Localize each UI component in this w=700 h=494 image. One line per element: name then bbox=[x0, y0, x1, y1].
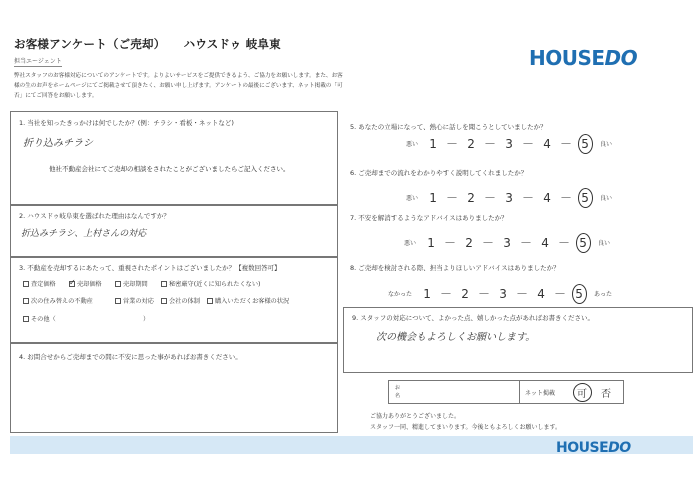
survey-title bbox=[14, 36, 281, 52]
rating-1[interactable]: 1 bbox=[423, 286, 431, 301]
option-label: 営業の対応 bbox=[123, 298, 154, 305]
question-6-number: 6. bbox=[350, 169, 357, 177]
rating-3[interactable]: 3 bbox=[503, 235, 511, 250]
question-3-text: 不動産を売却するにあたって、重視されたポイントはございましたか？【複数回答可】 bbox=[27, 264, 281, 272]
option-confidentiality[interactable] bbox=[161, 279, 260, 288]
rating-2[interactable]: 2 bbox=[467, 136, 475, 151]
scale-right-label: 良い bbox=[600, 141, 613, 148]
scale-right-label: 良い bbox=[598, 240, 611, 247]
question-1-text: 当社を知ったきっかけは何でしたか？(例：チラシ・看板・ネットなど) bbox=[27, 119, 234, 127]
scale-dash: － bbox=[554, 287, 567, 301]
agent-label: 担当エージェント bbox=[14, 58, 62, 65]
name-label-char: お bbox=[395, 385, 401, 391]
checkbox[interactable] bbox=[23, 298, 29, 304]
scale-dash: － bbox=[446, 191, 459, 205]
rating-5-selected[interactable]: 5 bbox=[568, 287, 590, 301]
question-1-number: 1. bbox=[19, 119, 26, 127]
scale-dash: － bbox=[478, 287, 491, 301]
checkbox[interactable] bbox=[115, 298, 121, 304]
scale-dash: － bbox=[520, 236, 533, 250]
question-3-box bbox=[10, 257, 338, 343]
question-1-sub: 他社不動産会社にてご売却の相談をされたことがございましたらご記入ください。 bbox=[49, 165, 290, 173]
rating-2[interactable]: 2 bbox=[465, 235, 473, 250]
question-9-text: スタッフの対応について、よかった点、嬉しかった点があればお書きください。 bbox=[360, 314, 595, 322]
store-name: ハウスドゥ 岐阜東 bbox=[183, 37, 281, 51]
option-other-close: ） bbox=[143, 316, 150, 323]
scale-dash: － bbox=[484, 137, 497, 151]
option-label: 次の住み替えの不動産 bbox=[31, 298, 93, 305]
housedo-logo-footer bbox=[556, 440, 631, 456]
rating-3[interactable]: 3 bbox=[499, 286, 507, 301]
option-label: 査定価格 bbox=[31, 281, 56, 288]
option-label: 売却期間 bbox=[123, 281, 148, 288]
rating-1[interactable]: 1 bbox=[427, 235, 435, 250]
question-4-number: 4. bbox=[19, 353, 26, 361]
scale-dash: － bbox=[560, 191, 573, 205]
scale-left-label: 悪い bbox=[404, 240, 417, 247]
option-label: 秘密厳守(近くに知られたくない) bbox=[169, 281, 261, 288]
intro-text: 弊社スタッフのお客様対応についてのアンケートです。よりよいサービスをご提供できるよう、ご協力をお願いします。また、お客様の生のお声をホームページにてご掲載させて頂きたく、お願い申し上げます。アンケートの最後にございます、ネット掲載の「可 否」にてご回答をお願いします。 bbox=[14, 73, 343, 99]
option-label: その他（ bbox=[31, 316, 56, 323]
question-6 bbox=[350, 168, 527, 177]
option-label: 売却価格 bbox=[77, 281, 102, 288]
question-2 bbox=[19, 211, 170, 220]
scale-dash: － bbox=[560, 137, 573, 151]
question-1 bbox=[19, 118, 234, 127]
question-8-text: ご売却を検討される際、担当よりほしいアドバイスはありましたか？ bbox=[358, 264, 560, 272]
option-sale-price[interactable] bbox=[69, 279, 102, 288]
scale-dash: － bbox=[522, 137, 535, 151]
question-4 bbox=[19, 352, 242, 361]
rating-4[interactable]: 4 bbox=[543, 190, 551, 205]
checkbox[interactable] bbox=[115, 281, 121, 287]
question-5-number: 5. bbox=[350, 123, 357, 131]
scale-dash: － bbox=[446, 137, 459, 151]
rating-5-selected[interactable]: 5 bbox=[574, 137, 596, 151]
question-7 bbox=[350, 213, 508, 222]
checkbox[interactable] bbox=[23, 281, 29, 287]
scale-dash: － bbox=[558, 236, 571, 250]
name-label bbox=[395, 384, 400, 400]
scale-left-label: 悪い bbox=[406, 141, 419, 148]
question-3-number: 3. bbox=[19, 264, 26, 272]
question-2-answer[interactable]: 折込みチラシ、上村さんの対応 bbox=[21, 229, 147, 239]
scale-dash: － bbox=[440, 287, 453, 301]
question-9 bbox=[352, 313, 594, 322]
option-label: 購入いただくお客様の状況 bbox=[215, 298, 290, 305]
scale-dash: － bbox=[522, 191, 535, 205]
publish-deny-option[interactable]: 否 bbox=[601, 389, 611, 400]
rating-4[interactable]: 4 bbox=[537, 286, 545, 301]
checkbox[interactable] bbox=[23, 316, 29, 322]
rating-3[interactable]: 3 bbox=[505, 190, 513, 205]
logo-house-text: HOUSE bbox=[529, 46, 605, 70]
logo-do-text: DO bbox=[608, 440, 631, 456]
scale-left-label: なかった bbox=[388, 291, 413, 298]
question-5-text: あなたの立場になって、熱心に話しを聞こうとしていましたか？ bbox=[358, 123, 547, 131]
scale-left-label: 悪い bbox=[406, 195, 419, 202]
name-publish-box bbox=[388, 380, 624, 404]
scale-dash: － bbox=[444, 236, 457, 250]
option-company[interactable] bbox=[161, 296, 200, 305]
option-other[interactable] bbox=[23, 314, 56, 323]
scale-dash: － bbox=[516, 287, 529, 301]
checkbox[interactable] bbox=[161, 281, 167, 287]
name-label-char: 名 bbox=[395, 393, 401, 399]
rating-1[interactable]: 1 bbox=[429, 136, 437, 151]
question-9-answer[interactable]: 次の機会もよろしくお願いします。 bbox=[376, 332, 536, 343]
question-9-box bbox=[343, 307, 693, 373]
rating-4[interactable]: 4 bbox=[543, 136, 551, 151]
rating-3[interactable]: 3 bbox=[505, 136, 513, 151]
question-8 bbox=[350, 263, 560, 272]
question-2-box bbox=[10, 205, 338, 257]
checkbox[interactable] bbox=[161, 298, 167, 304]
option-sales-response[interactable] bbox=[115, 296, 154, 305]
option-label: 会社の体制 bbox=[169, 298, 200, 305]
question-3 bbox=[19, 263, 281, 272]
thanks-line-2: スタッフ一同、精進してまいります。今後ともよろしくお願いします。 bbox=[370, 424, 562, 431]
scale-right-label: 良い bbox=[600, 195, 613, 202]
rating-2[interactable]: 2 bbox=[461, 286, 469, 301]
question-4-box[interactable] bbox=[10, 343, 338, 433]
question-2-text: ハウスドゥ岐阜東を選ばれた理由はなんですか？ bbox=[27, 212, 170, 220]
rating-5-selected[interactable]: 5 bbox=[574, 191, 596, 205]
rating-scale-5[interactable] bbox=[402, 135, 616, 152]
thanks-message bbox=[370, 411, 561, 433]
rating-2[interactable]: 2 bbox=[467, 190, 475, 205]
question-2-number: 2. bbox=[19, 212, 26, 220]
option-next-home[interactable] bbox=[23, 296, 93, 305]
rating-scale-6[interactable] bbox=[402, 189, 616, 206]
housedo-logo bbox=[529, 46, 637, 70]
rating-4[interactable]: 4 bbox=[541, 235, 549, 250]
option-sale-period[interactable] bbox=[115, 279, 148, 288]
question-5 bbox=[350, 122, 547, 131]
question-1-box bbox=[10, 111, 338, 205]
logo-house-text: HOUSE bbox=[556, 440, 609, 456]
logo-do-text: DO bbox=[604, 46, 638, 70]
rating-5-selected[interactable]: 5 bbox=[572, 236, 594, 250]
question-4-text: お問合せからご売却までの間に不安に思った事があればお書きください。 bbox=[27, 353, 242, 361]
name-divider bbox=[519, 381, 520, 403]
question-7-number: 7. bbox=[350, 214, 357, 222]
rating-1[interactable]: 1 bbox=[429, 190, 437, 205]
scale-dash: － bbox=[484, 191, 497, 205]
net-publish-label: ネット掲載 bbox=[525, 390, 556, 397]
option-appraisal[interactable] bbox=[23, 279, 56, 288]
question-7-text: 不安を解消するようなアドバイスはありましたか？ bbox=[358, 214, 508, 222]
rating-scale-7[interactable] bbox=[400, 234, 614, 251]
question-6-text: ご売却までの流れをわかりやすく説明してくれましたか？ bbox=[358, 169, 528, 177]
checkbox-checked[interactable] bbox=[69, 281, 75, 287]
scale-right-label: あった bbox=[594, 291, 612, 298]
scale-dash: － bbox=[482, 236, 495, 250]
checkbox[interactable] bbox=[207, 298, 213, 304]
question-1-answer[interactable]: 折り込みチラシ bbox=[23, 138, 93, 149]
option-buyer-situation[interactable] bbox=[207, 296, 289, 305]
question-9-number: 9. bbox=[352, 314, 359, 322]
question-8-number: 8. bbox=[350, 264, 357, 272]
publish-allow-option-selected[interactable]: 可 bbox=[577, 385, 587, 400]
rating-scale-8[interactable] bbox=[384, 285, 616, 302]
thanks-line-1: ご協力ありがとうございました。 bbox=[370, 413, 461, 420]
survey-title-text: お客様アンケート（ご売却） bbox=[14, 37, 166, 51]
